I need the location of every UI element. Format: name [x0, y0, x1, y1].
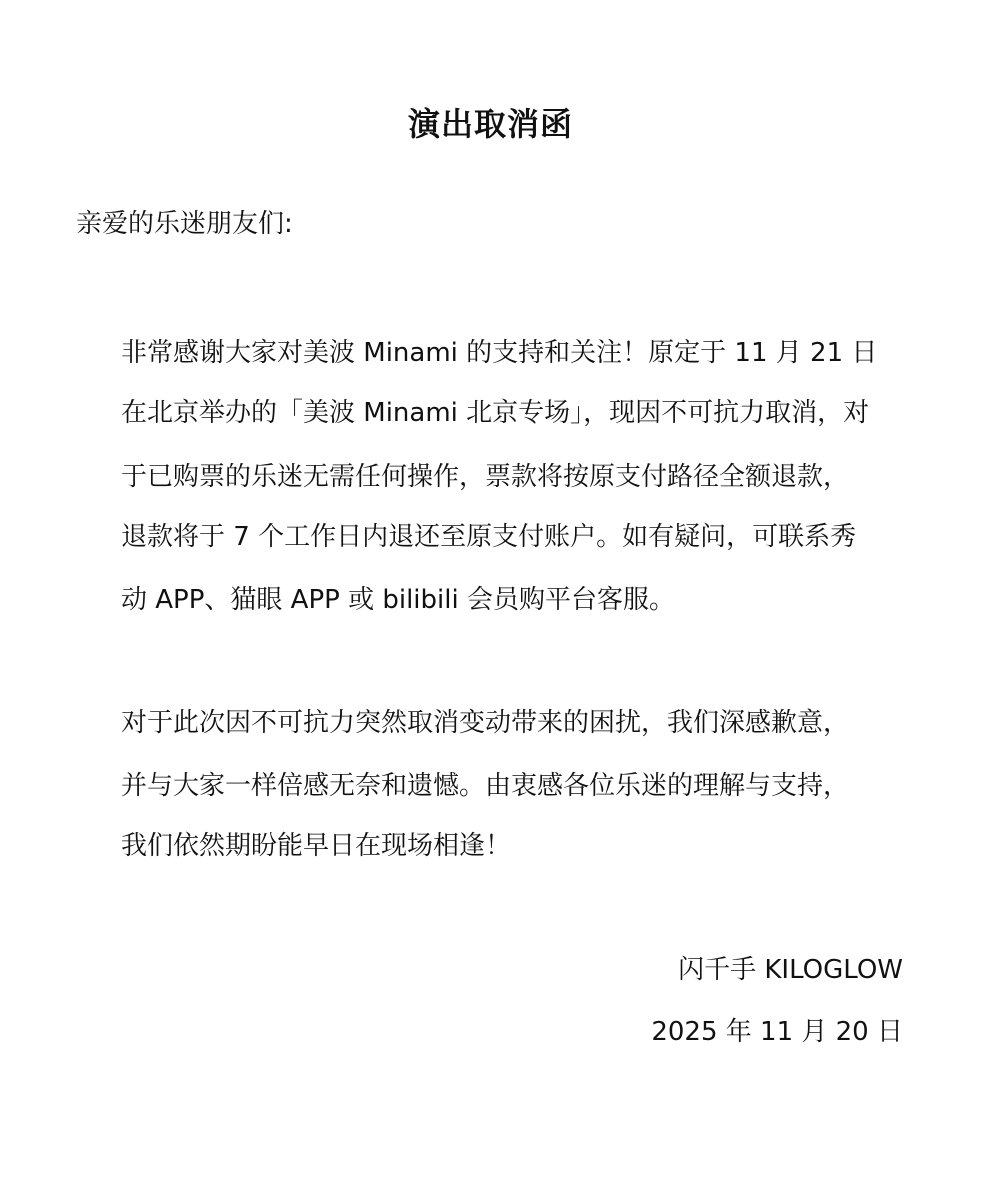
paragraph-line: 并与大家一样倍感无奈和遗憾。由衷感各位乐迷的理解与支持，: [121, 771, 850, 801]
paragraph-line: 我们依然期盼能早日在现场相逢！: [121, 831, 512, 861]
greeting: 亲爱的乐迷朋友们:: [76, 209, 293, 239]
paragraph-line: 动 APP、猫眼 APP 或 bilibili 会员购平台客服。: [121, 585, 675, 615]
letter-date: 2025 年 11 月 20 日: [651, 1017, 903, 1047]
paragraph-line: 对于此次因不可抗力突然取消变动带来的困扰，我们深感歉意，: [121, 708, 850, 738]
paragraph-line: 在北京举办的「美波 Minami 北京专场」，现因不可抗力取消，对: [121, 398, 870, 428]
paragraph-line: 于已购票的乐迷无需任何操作，票款将按原支付路径全额退款，: [121, 462, 850, 492]
paragraph-line: 非常感谢大家对美波 Minami 的支持和关注！原定于 11 月 21 日: [121, 338, 878, 368]
page-title: 演出取消函: [407, 105, 573, 143]
organizer-name: 闪千手 KILOGLOW: [678, 955, 903, 985]
paragraph-line: 退款将于 7 个工作日内退还至原支付账户。如有疑问，可联系秀: [121, 522, 857, 552]
